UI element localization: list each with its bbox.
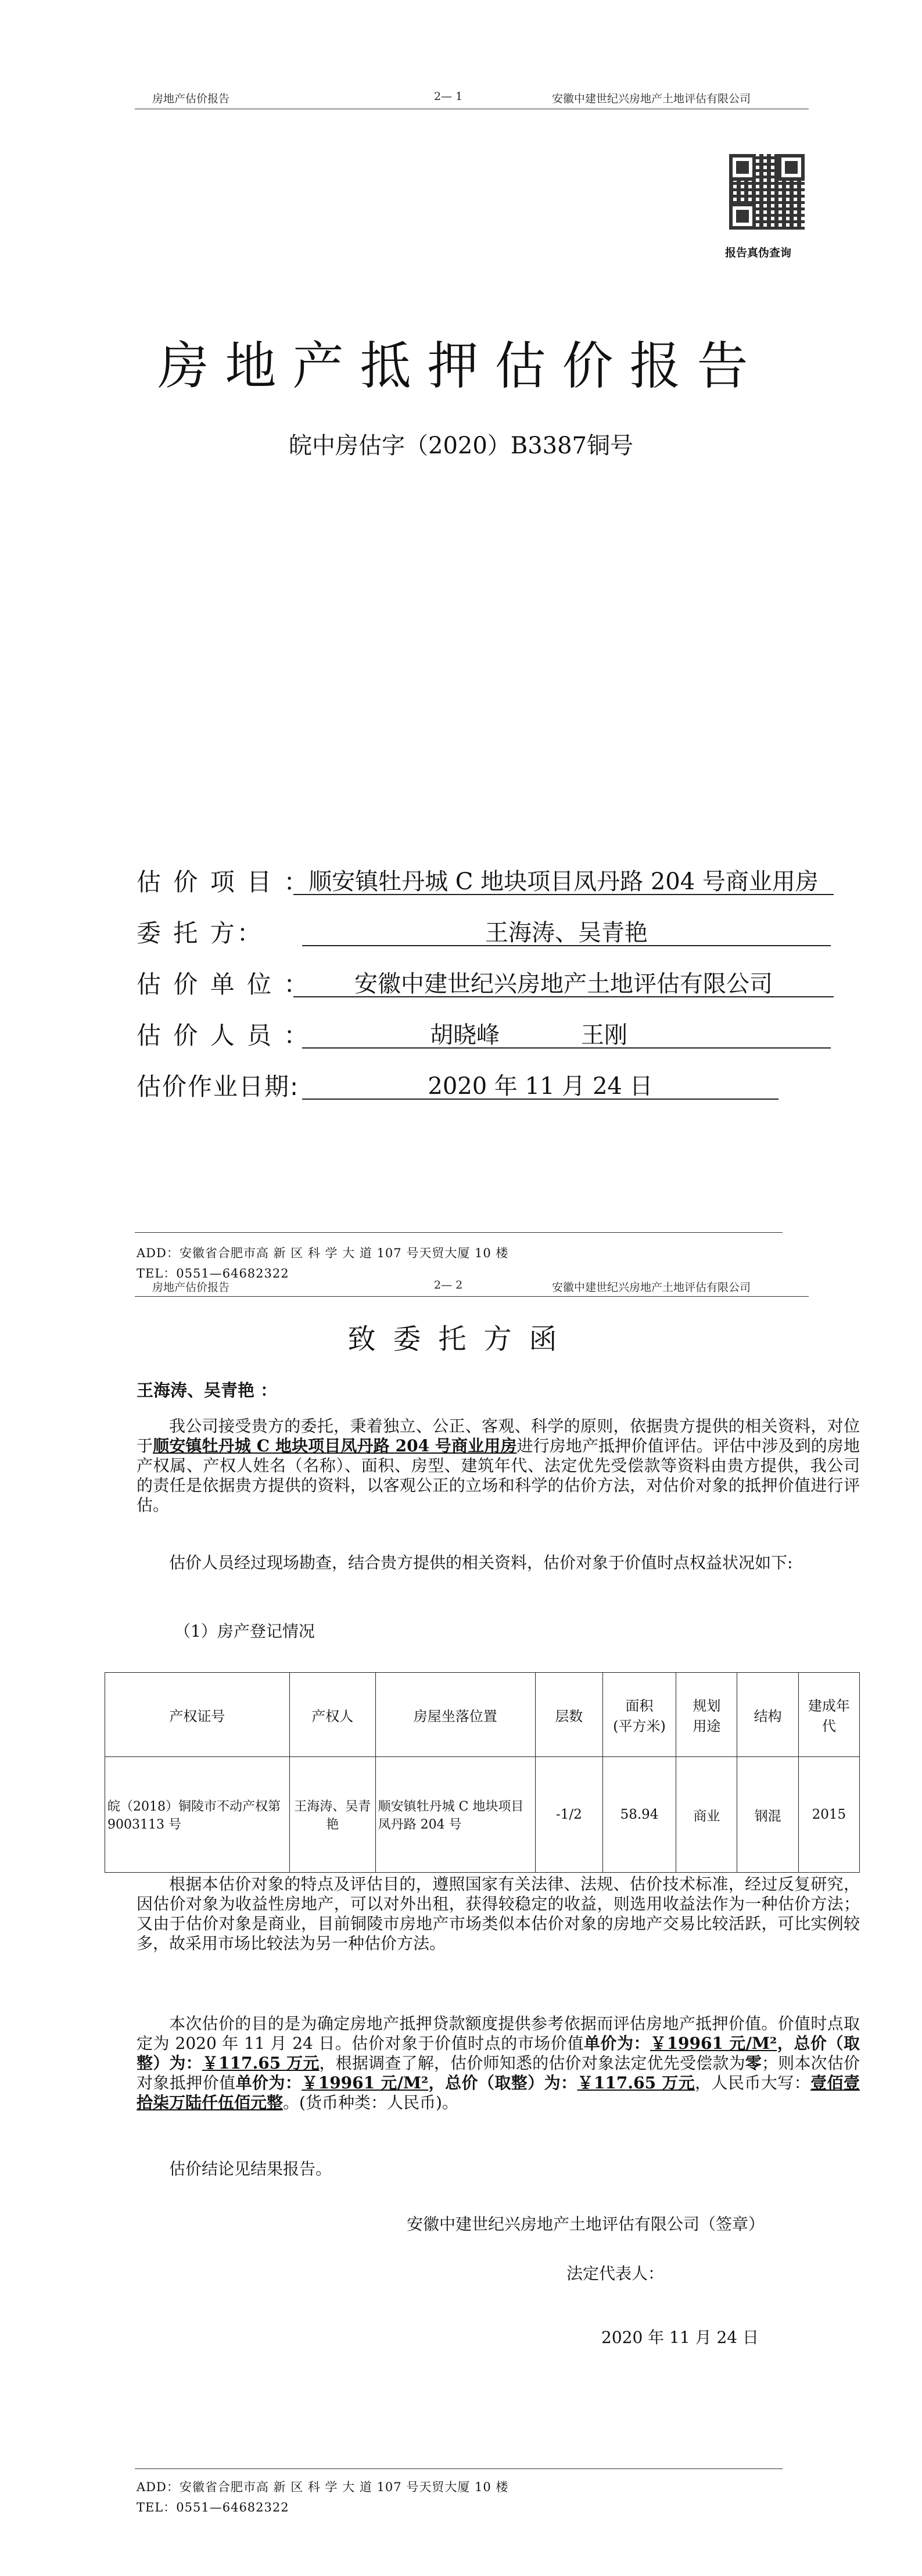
qr-caption: 报告真伪查询 xyxy=(725,246,792,259)
appraiser-org-value: 安徽中建世纪兴房地产土地评估有限公司 xyxy=(354,971,773,997)
footer-rule xyxy=(135,2468,783,2469)
client-value: 王海涛、吴青艳 xyxy=(485,920,648,946)
amount-in-words: 壹佰壹拾柒万陆仟伍佰元整 xyxy=(137,2073,860,2112)
qr-code-icon xyxy=(729,154,805,230)
appraisers-underline xyxy=(302,1047,831,1049)
table-header: 产权证号 xyxy=(105,1673,290,1757)
project-underline xyxy=(293,894,834,895)
table-cell: 58.94 xyxy=(602,1757,676,1873)
property-address: 顺安镇牡丹城 C 地块项目凤丹路 204 号商业用房 xyxy=(153,1436,517,1455)
paragraph-1: 我公司接受贵方的委托，秉着独立、公正、客观、科学的原则，依据贵方提供的相关资料，对位于顺安镇牡丹城 C 地块项目凤丹路 204 号商业用房进行房地产抵押价值评估。评估中涉及到的房地产权属、产权人姓名（名称）、面积、房型、建筑年代、法定优先受偿款等资料由贵方提供，我公司的责任是依据贵方提供的资料，以客观公正的立场和科学的估价方法，对估价对象的抵押价值进行评估。 xyxy=(137,1416,860,1515)
appraiser-1: 胡晓峰 xyxy=(430,1022,500,1049)
table-header: 层数 xyxy=(535,1673,602,1757)
signature-date: 2020 年 11 月 24 日 xyxy=(601,2328,759,2347)
report-title: 房地产抵押估价报告 xyxy=(157,336,765,396)
client-label: 委 托 方： xyxy=(137,919,264,947)
table-cell: 顺安镇牡丹城 C 地块项目凤丹路 204 号 xyxy=(375,1757,535,1873)
header-left: 房地产估价报告 xyxy=(152,92,230,105)
section-label: （1）房产登记情况 xyxy=(174,1622,315,1641)
date-underline xyxy=(302,1099,779,1100)
market-total-price: ￥117.65 万元 xyxy=(202,2053,320,2073)
header-page-number: 2— 2 xyxy=(434,1279,463,1291)
paragraph-4: 本次估价的目的是为确定房地产抵押贷款额度提供参考依据而评估房地产抵押价值。价值时点取定为 2020 年 11 月 24 日。估价对象于价值时点的市场价值单价为：￥19961 元/M²，总价（取整）为：￥117.65 万元，根据调查了解，估价师知悉的估价对象法定优先受偿款为零；则本次估价对象抵押价值单价为：￥19961 元/M²，总价（取整）为：￥117.65 万元，人民币大写：壹佰壹拾柒万陆仟伍佰元整。(货币种类：人民币)。 xyxy=(137,2014,860,2112)
date-value: 2020 年 11 月 24 日 xyxy=(428,1073,653,1100)
header-rule xyxy=(135,1296,809,1297)
table-header-row xyxy=(105,1673,860,1757)
table-cell: 钢混 xyxy=(737,1757,798,1873)
mortgage-unit-price: ￥19961 元/M² xyxy=(302,2073,429,2092)
table-cell: 商业 xyxy=(676,1757,737,1873)
header-page-number: 2— 1 xyxy=(434,90,463,103)
header-right: 安徽中建世纪兴房地产土地评估有限公司 xyxy=(552,92,751,105)
footer-address: ADD：安徽省合肥市高 新 区 科 学 大 道 107 号天贸大厦 10 楼 xyxy=(137,1246,509,1260)
appraisers-label: 估 价 人 员 ： xyxy=(137,1021,311,1050)
signature-company: 安徽中建世纪兴房地产土地评估有限公司（签章） xyxy=(407,2214,765,2234)
table-cell: 王海涛、吴青艳 xyxy=(289,1757,375,1873)
footer-address: ADD：安徽省合肥市高 新 区 科 学 大 道 107 号天贸大厦 10 楼 xyxy=(137,2480,509,2494)
table-header: 建成年 代 xyxy=(798,1673,859,1757)
footer-tel: TEL：0551—64682322 xyxy=(137,2500,289,2514)
paragraph-3: 根据本估价对象的特点及评估目的，遵照国家有关法律、法规、估价技术标准，经过反复研究，因估价对象为收益性房地产，可以对外出租，获得较稳定的收益，则选用收益法作为一种估价方法；又由于估价对象是商业，目前铜陵市房地产市场类似本估价对象的房地产交易比较活跃，可比实例较多，故采用市场比较法为另一种估价方法。 xyxy=(137,1874,860,1953)
appraiser-2: 王刚 xyxy=(581,1022,627,1049)
signature-representative: 法定代表人： xyxy=(566,2264,665,2283)
header-left: 房地产估价报告 xyxy=(152,1281,230,1294)
mortgage-total-price: ￥117.65 万元 xyxy=(577,2073,695,2092)
salutation: 王海涛、吴青艳 ： xyxy=(137,1380,278,1400)
date-label: 估价作业日期: xyxy=(137,1072,300,1101)
table-header: 产权人 xyxy=(289,1673,375,1757)
registration-table xyxy=(105,1672,860,1873)
footer-tel: TEL：0551—64682322 xyxy=(137,1266,289,1280)
paragraph-2: 估价人员经过现场勘查，结合贵方提供的相关资料，估价对象于价值时点权益状况如下: xyxy=(169,1553,793,1572)
appraiser-org-underline xyxy=(293,996,834,997)
footer-rule xyxy=(135,1232,783,1233)
table-header: 规划 用途 xyxy=(676,1673,737,1757)
project-value: 顺安镇牡丹城 C 地块项目凤丹路 204 号商业用房 xyxy=(308,868,819,895)
paragraph-5: 估价结论见结果报告。 xyxy=(169,2159,332,2178)
table-header: 面积 (平方米) xyxy=(602,1673,676,1757)
table-cell: 2015 xyxy=(798,1757,859,1873)
document-number: 皖中房估字（2020）B3387铜号 xyxy=(289,432,633,459)
table-header: 结构 xyxy=(737,1673,798,1757)
client-underline xyxy=(302,945,831,946)
appraiser-org-label: 估 价 单 位 ： xyxy=(137,970,311,999)
table-cell: 皖（2018）铜陵市不动产权第 9003113 号 xyxy=(105,1757,290,1873)
table-header: 房屋坐落位置 xyxy=(375,1673,535,1757)
letter-title: 致委托方函 xyxy=(347,1323,575,1355)
project-label: 估 价 项 目 ： xyxy=(137,868,311,896)
table-cell: -1/2 xyxy=(535,1757,602,1873)
market-unit-price: ￥19961 元/M² xyxy=(650,2034,777,2053)
table-row xyxy=(105,1757,860,1873)
header-right: 安徽中建世纪兴房地产土地评估有限公司 xyxy=(552,1281,751,1294)
